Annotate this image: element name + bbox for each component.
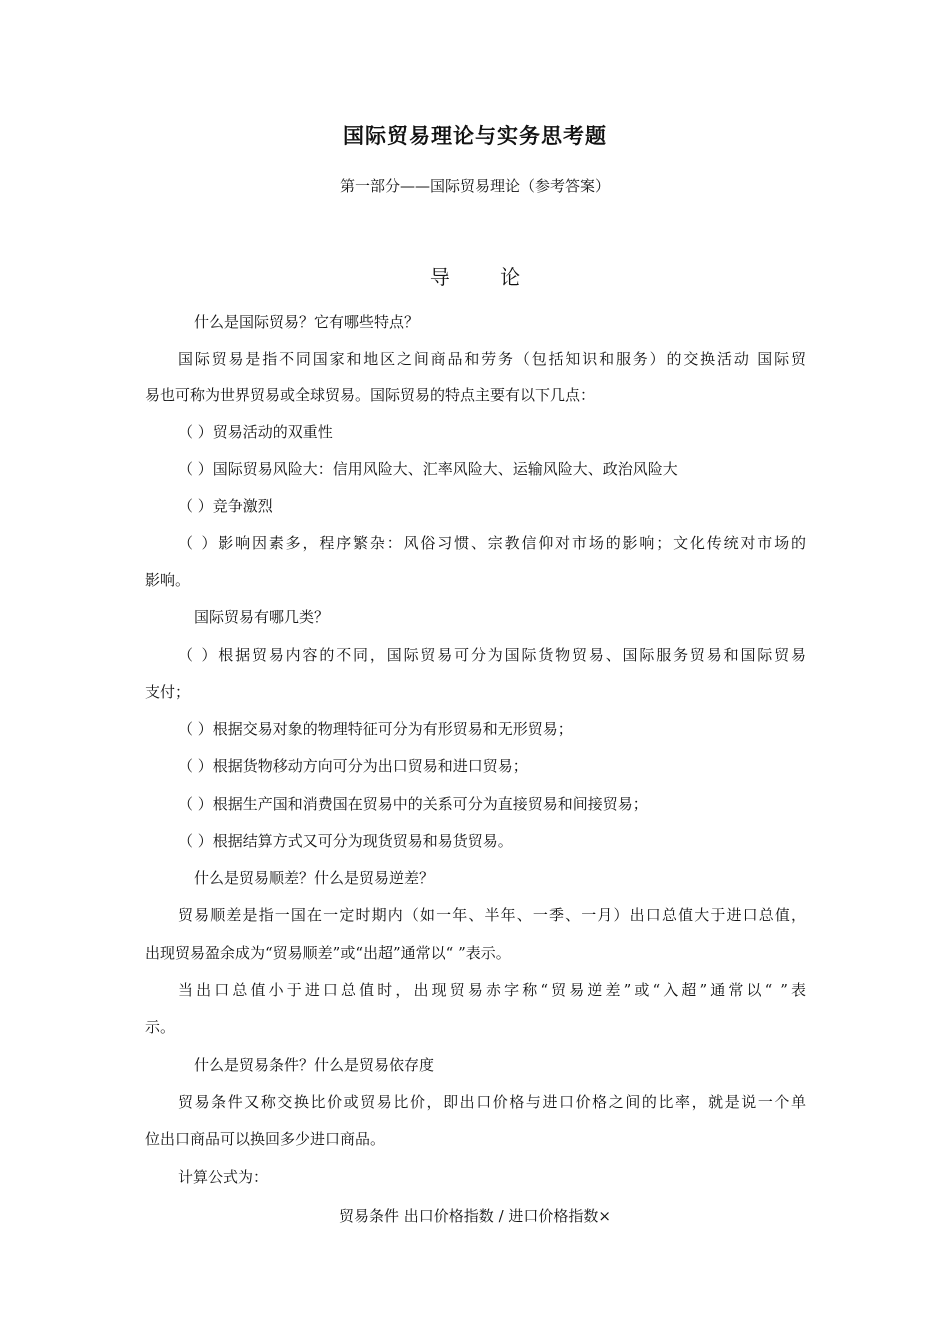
document-subtitle: 第一部分——国际贸易理论（参考答案） xyxy=(339,177,610,195)
paragraph-line: 易也可称为世界贸易或全球贸易。国际贸易的特点主要有以下几点： xyxy=(145,386,596,404)
paragraph-line: 出现贸易盈余成为“贸易顺差”或“出超”通常以“ ”表示。 xyxy=(145,944,511,962)
paragraph-line: 国际贸易是指不同国家和地区之间商品和劳务（包括知识和服务）的交换活动 国际贸 xyxy=(178,350,806,368)
question-line: 什么是贸易顺差？什么是贸易逆差？ xyxy=(194,869,435,887)
paragraph-line: 示。 xyxy=(145,1018,176,1036)
paragraph-line: 贸易条件又称交换比价或贸易比价，即出口价格与进口价格之间的比率，就是说一个单 xyxy=(178,1093,806,1111)
question-line: 什么是国际贸易？它有哪些特点？ xyxy=(194,313,420,331)
paragraph-line: 位出口商品可以换回多少进口商品。 xyxy=(145,1130,386,1148)
list-item: 支付； xyxy=(145,683,191,701)
section-heading: 导 论 xyxy=(429,265,521,289)
question-line: 国际贸易有哪几类？ xyxy=(194,608,330,626)
list-item: （ ）根据交易对象的物理特征可分为有形贸易和无形贸易； xyxy=(178,720,573,738)
document-title: 国际贸易理论与实务思考题 xyxy=(343,124,607,148)
list-item: （ ）影响因素多，程序繁杂：风俗习惯、宗教信仰对市场的影响；文化传统对市场的 xyxy=(178,534,806,552)
formula-line: 贸易条件 出口价格指数 / 进口价格指数× xyxy=(339,1207,611,1225)
list-item: （ ）根据生产国和消费国在贸易中的关系可分为直接贸易和间接贸易； xyxy=(178,795,648,813)
list-item: （ ）根据货物移动方向可分为出口贸易和进口贸易； xyxy=(178,757,528,775)
paragraph-line: 当出口总值小于进口总值时，出现贸易赤字称“贸易逆差”或“入超”通常以“ ”表 xyxy=(178,981,806,999)
list-item: （ ）贸易活动的双重性 xyxy=(178,423,333,441)
list-item: （ ）根据结算方式又可分为现货贸易和易货贸易。 xyxy=(178,832,513,850)
list-item: （ ）竞争激烈 xyxy=(178,497,273,515)
paragraph-line: 计算公式为： xyxy=(178,1168,269,1186)
list-item: 影响。 xyxy=(145,571,191,589)
paragraph-line: 贸易顺差是指一国在一定时期内（如一年、半年、一季、一月）出口总值大于进口总值， xyxy=(178,906,806,924)
list-item: （ ）根据贸易内容的不同，国际贸易可分为国际货物贸易、国际服务贸易和国际贸易 xyxy=(178,646,806,664)
question-line: 什么是贸易条件？什么是贸易依存度 xyxy=(194,1056,435,1074)
list-item: （ ）国际贸易风险大：信用风险大、汇率风险大、运输风险大、政治风险大 xyxy=(178,460,678,478)
